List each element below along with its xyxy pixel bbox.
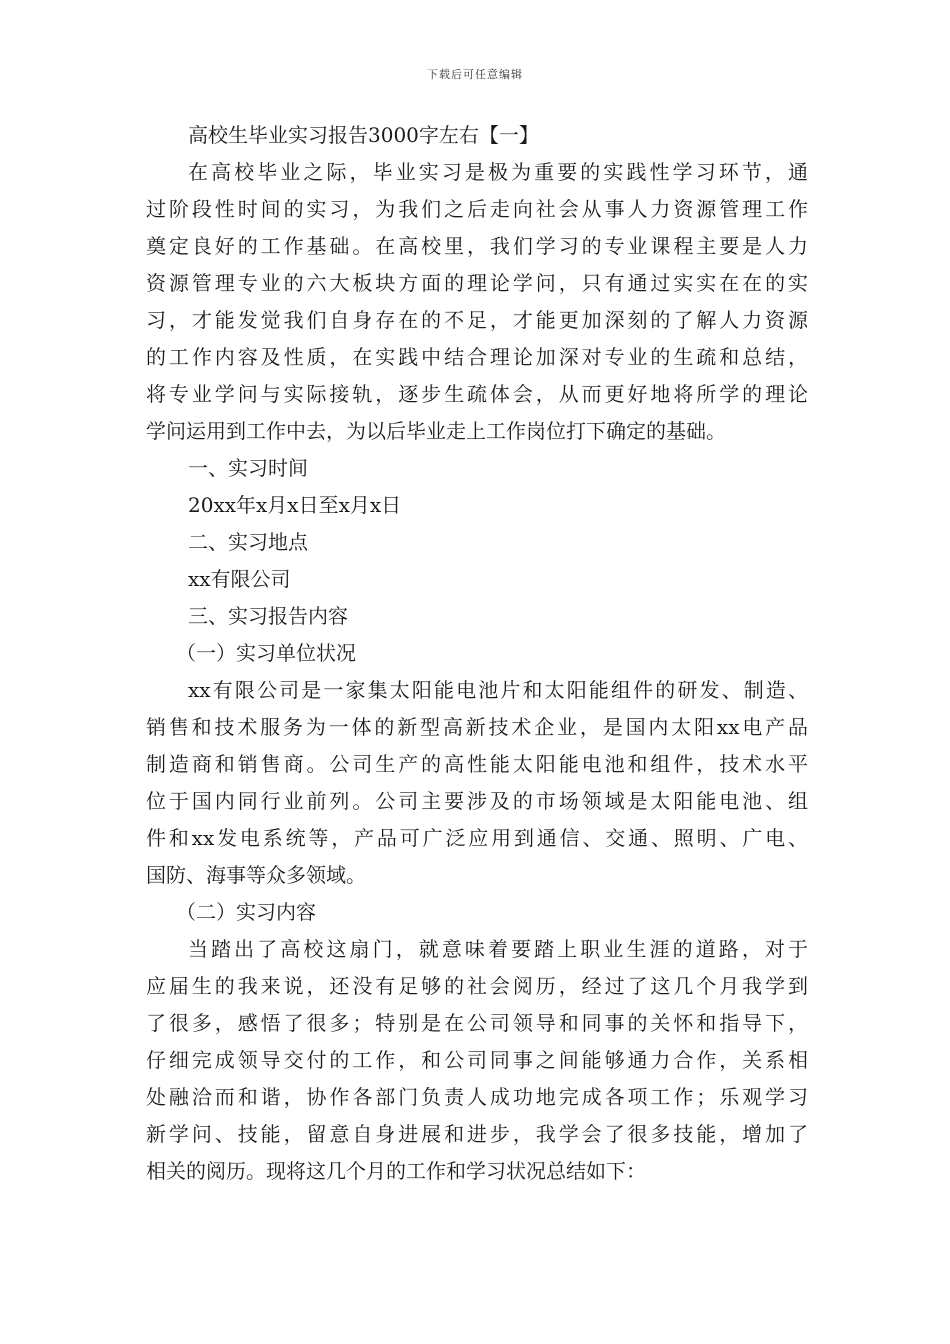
- content-para-line: 仔细完成领导交付的工作，和公司同事之间能够通力合作，关系相: [146, 1048, 808, 1072]
- subsection-heading-unit: （一）实习单位状况: [176, 641, 356, 665]
- content-para-line: 处融洽而和谐，协作各部门负责人成功地完成各项工作；乐观学习: [146, 1085, 808, 1109]
- content-para-line: 了很多，感悟了很多；特别是在公司领导和同事的关怀和指导下，: [146, 1011, 808, 1035]
- content-para-line: 应届生的我来说，还没有足够的社会阅历，经过了这几个月我学到: [146, 974, 808, 998]
- intro-line: 的工作内容及性质，在实践中结合理论加深对专业的生疏和总结，: [146, 345, 808, 369]
- content-para-line: 当踏出了高校这扇门，就意味着要踏上职业生涯的道路，对于: [188, 937, 808, 961]
- intro-line: 习，才能发觉我们自身存在的不足，才能更加深刻的了解人力资源: [146, 308, 808, 332]
- page-header-note: 下载后可任意编辑: [427, 68, 523, 81]
- document-body: [146, 117, 808, 1190]
- section-heading-location: 二、实习地点: [188, 530, 308, 554]
- document-title: 高校生毕业实习报告3000字左右【一】: [188, 123, 539, 147]
- intro-line: 在高校毕业之际，毕业实习是极为重要的实践性学习环节，通: [188, 160, 808, 184]
- unit-para-line: 制造商和销售商。公司生产的高性能太阳能电池和组件，技术水平: [146, 752, 808, 776]
- unit-para-line: 件和xx发电系统等，产品可广泛应用到通信、交通、照明、广电、: [146, 826, 808, 850]
- section-text-location: xx有限公司: [188, 567, 291, 591]
- section-heading-time: 一、实习时间: [188, 456, 308, 480]
- unit-para-line: xx有限公司是一家集太阳能电池片和太阳能组件的研发、制造、: [188, 678, 808, 702]
- unit-para-line: 销售和技术服务为一体的新型高新技术企业，是国内太阳xx电产品: [146, 715, 808, 739]
- content-para-line: 相关的阅历。现将这几个月的工作和学习状况总结如下：: [146, 1159, 646, 1183]
- intro-line: 将专业学问与实际接轨，逐步生疏体会，从而更好地将所学的理论: [146, 382, 808, 406]
- intro-line: 资源管理专业的六大板块方面的理论学问，只有通过实实在在的实: [146, 271, 808, 295]
- unit-para-line: 国防、海事等众多领域。: [146, 863, 366, 887]
- intro-line: 学问运用到工作中去，为以后毕业走上工作岗位打下确定的基础。: [146, 419, 726, 443]
- subsection-heading-content: （二）实习内容: [176, 900, 316, 924]
- intro-line: 过阶段性时间的实习，为我们之后走向社会从事人力资源管理工作: [146, 197, 808, 221]
- intro-line: 奠定良好的工作基础。在高校里，我们学习的专业课程主要是人力: [146, 234, 808, 258]
- section-text-time: 20xx年x月x日至x月x日: [188, 493, 402, 517]
- content-para-line: 新学问、技能，留意自身进展和进步，我学会了很多技能，增加了: [146, 1122, 808, 1146]
- unit-para-line: 位于国内同行业前列。公司主要涉及的市场领域是太阳能电池、组: [146, 789, 808, 813]
- section-heading-content: 三、实习报告内容: [188, 604, 348, 628]
